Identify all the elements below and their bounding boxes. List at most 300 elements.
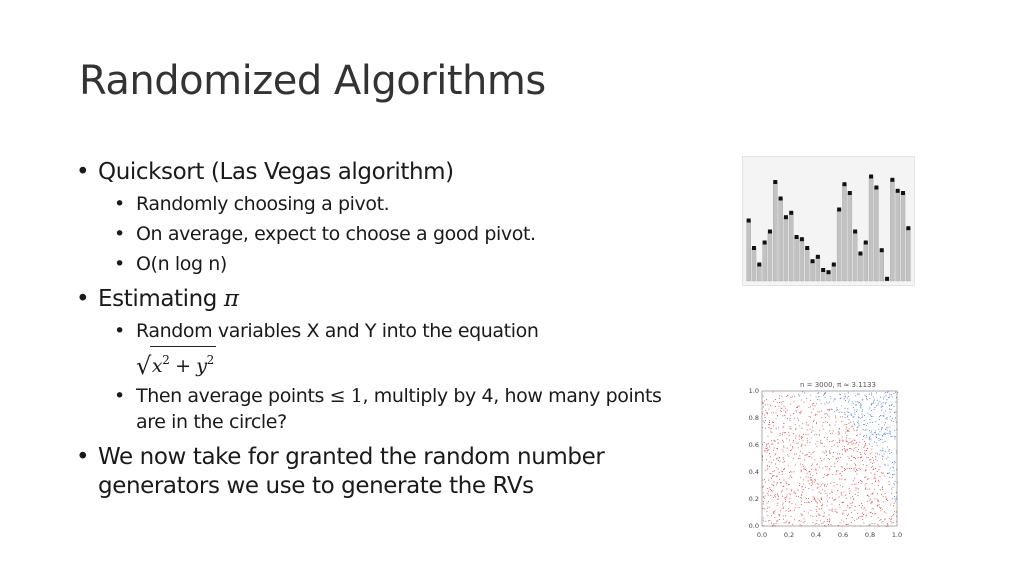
- scatter-point: [783, 519, 784, 520]
- scatter-point: [799, 485, 800, 486]
- scatter-point: [825, 392, 826, 393]
- scatter-point: [860, 457, 861, 458]
- scatter-point: [786, 510, 787, 511]
- scatter-point: [820, 502, 821, 503]
- scatter-point: [812, 481, 813, 482]
- scatter-point: [842, 440, 843, 441]
- scatter-point: [890, 521, 891, 522]
- scatter-point: [813, 452, 814, 453]
- scatter-point: [771, 462, 772, 463]
- scatter-point: [875, 498, 876, 499]
- scatter-point: [766, 445, 767, 446]
- scatter-point: [829, 497, 830, 498]
- scatter-point: [799, 406, 800, 407]
- scatter-point: [848, 393, 849, 394]
- scatter-point: [773, 523, 774, 524]
- scatter-point: [830, 398, 831, 399]
- y-tick-label: 1.0: [748, 387, 759, 395]
- scatter-point: [770, 495, 771, 496]
- scatter-point: [886, 402, 887, 403]
- scatter-point: [862, 400, 863, 401]
- scatter-point: [810, 479, 811, 480]
- scatter-point: [881, 428, 882, 429]
- scatter-point: [784, 447, 785, 448]
- scatter-point: [864, 477, 865, 478]
- scatter-point: [856, 519, 857, 520]
- scatter-point: [802, 444, 803, 445]
- scatter-point: [874, 477, 875, 478]
- scatter-point: [783, 459, 784, 460]
- scatter-point: [821, 508, 822, 509]
- scatter-point: [860, 418, 861, 419]
- scatter-point: [763, 492, 764, 493]
- scatter-point: [766, 413, 767, 414]
- scatter-point: [832, 433, 833, 434]
- scatter-point: [890, 416, 891, 417]
- scatter-point: [839, 442, 840, 443]
- bar: [832, 265, 836, 282]
- scatter-point: [882, 406, 883, 407]
- scatter-point: [892, 467, 893, 468]
- scatter-point: [800, 458, 801, 459]
- scatter-point: [873, 397, 874, 398]
- scatter-point: [841, 421, 842, 422]
- scatter-point: [889, 397, 890, 398]
- scatter-point: [872, 446, 873, 447]
- scatter-point: [869, 500, 870, 501]
- scatter-point: [834, 466, 835, 467]
- scatter-point: [865, 488, 866, 489]
- scatter-point: [818, 514, 819, 515]
- scatter-point: [859, 394, 860, 395]
- scatter-point: [884, 424, 885, 425]
- scatter-point: [853, 428, 854, 429]
- scatter-point: [894, 393, 895, 394]
- scatter-point: [864, 420, 865, 421]
- scatter-point: [811, 465, 812, 466]
- scatter-point: [783, 486, 784, 487]
- scatter-point: [853, 450, 854, 451]
- scatter-point: [811, 432, 812, 433]
- x-tick-label: 0.4: [810, 531, 822, 539]
- scatter-point: [845, 417, 846, 418]
- scatter-point: [780, 433, 781, 434]
- scatter-point: [782, 434, 783, 435]
- scatter-point: [769, 424, 770, 425]
- scatter-point: [762, 460, 763, 461]
- scatter-point: [850, 490, 851, 491]
- bar: [842, 184, 846, 281]
- scatter-point: [804, 460, 805, 461]
- scatter-point: [845, 408, 846, 409]
- scatter-point: [791, 449, 792, 450]
- scatter-point: [874, 489, 875, 490]
- scatter-point: [861, 414, 862, 415]
- scatter-point: [891, 452, 892, 453]
- y-tick-labels: [749, 387, 759, 530]
- scatter-point: [876, 442, 877, 443]
- bar-marker: [768, 230, 772, 234]
- scatter-point: [794, 510, 795, 511]
- scatter-point: [870, 432, 871, 433]
- scatter-point: [807, 454, 808, 455]
- scatter-point: [805, 521, 806, 522]
- scatter-point: [854, 470, 855, 471]
- scatter-point: [776, 467, 777, 468]
- scatter-point: [818, 487, 819, 488]
- scatter-point: [773, 401, 774, 402]
- scatter-point: [888, 473, 889, 474]
- scatter-point: [837, 442, 838, 443]
- scatter-point: [804, 502, 805, 503]
- scatter-point: [812, 483, 813, 484]
- scatter-point: [786, 396, 787, 397]
- scatter-point: [863, 464, 864, 465]
- scatter-point: [890, 468, 891, 469]
- scatter-point: [841, 520, 842, 521]
- scatter-point: [852, 502, 853, 503]
- scatter-point: [790, 404, 791, 405]
- scatter-point: [811, 501, 812, 502]
- scatter-point: [799, 439, 800, 440]
- scatter-point: [892, 477, 893, 478]
- scatter-point: [773, 460, 774, 461]
- scatter-point: [871, 516, 872, 517]
- scatter-point: [861, 508, 862, 509]
- scatter-point: [771, 444, 772, 445]
- scatter-point: [812, 516, 813, 517]
- scatter-point: [878, 434, 879, 435]
- random-variables-text: Random variables X and Y into the equation: [136, 320, 539, 342]
- scatter-point: [889, 484, 890, 485]
- scatter-point: [873, 492, 874, 493]
- scatter-point: [805, 455, 806, 456]
- scatter-point: [829, 409, 830, 410]
- scatter-point: [871, 467, 872, 468]
- scatter-point: [825, 526, 826, 527]
- scatter-point: [889, 405, 890, 406]
- scatter-point: [777, 503, 778, 504]
- scatter-point: [763, 518, 764, 519]
- scatter-point: [792, 446, 793, 447]
- scatter-point: [793, 413, 794, 414]
- scatter-point: [765, 428, 766, 429]
- scatter-point: [847, 431, 848, 432]
- scatter-point: [876, 405, 877, 406]
- scatter-point: [849, 493, 850, 494]
- scatter-point: [886, 395, 887, 396]
- scatter-point: [885, 496, 886, 497]
- scatter-point: [865, 454, 866, 455]
- bar-marker: [848, 191, 852, 195]
- scatter-point: [777, 499, 778, 500]
- scatter-point: [892, 462, 893, 463]
- scatter-point: [880, 508, 881, 509]
- scatter-point: [784, 415, 785, 416]
- scatter-point: [882, 459, 883, 460]
- scatter-point: [817, 463, 818, 464]
- scatter-point: [854, 412, 855, 413]
- scatter-point: [824, 512, 825, 513]
- scatter-point: [835, 509, 836, 510]
- scatter-point: [841, 492, 842, 493]
- scatter-point: [873, 460, 874, 461]
- scatter-point: [845, 396, 846, 397]
- scatter-point: [860, 405, 861, 406]
- scatter-point: [874, 409, 875, 410]
- scatter-point: [888, 397, 889, 398]
- scatter-point: [763, 396, 764, 397]
- x-tick-label: 0.2: [783, 531, 795, 539]
- scatter-point: [843, 521, 844, 522]
- scatter-point: [767, 493, 768, 494]
- scatter-point: [821, 443, 822, 444]
- scatter-point: [778, 469, 779, 470]
- scatter-point: [828, 416, 829, 417]
- scatter-point: [855, 525, 856, 526]
- bullet-good-pivot: • On average, expect to choose a good pivot.: [74, 221, 674, 247]
- scatter-point: [814, 497, 815, 498]
- scatter-point: [791, 397, 792, 398]
- scatter-point: [762, 413, 763, 414]
- scatter-point: [887, 523, 888, 524]
- scatter-point: [763, 508, 764, 509]
- scatter-point: [799, 436, 800, 437]
- scatter-point: [837, 490, 838, 491]
- scatter-point: [776, 458, 777, 459]
- scatter-point: [845, 480, 846, 481]
- scatter-point: [889, 477, 890, 478]
- scatter-point: [765, 404, 766, 405]
- scatter-point: [881, 522, 882, 523]
- scatter-point: [820, 515, 821, 516]
- scatter-point: [835, 425, 836, 426]
- scatter-point: [866, 429, 867, 430]
- scatter-point: [783, 427, 784, 428]
- scatter-point: [762, 487, 763, 488]
- scatter-point: [775, 526, 776, 527]
- scatter-point: [879, 419, 880, 420]
- pi-symbol: π: [223, 286, 239, 312]
- scatter-point: [817, 414, 818, 415]
- scatter-point: [789, 440, 790, 441]
- scatter-point: [839, 394, 840, 395]
- scatter-point: [775, 463, 776, 464]
- scatter-point: [808, 498, 809, 499]
- scatter-point: [833, 456, 834, 457]
- scatter-point: [811, 510, 812, 511]
- scatter-point: [879, 526, 880, 527]
- scatter-point: [782, 449, 783, 450]
- bar: [816, 257, 820, 281]
- scatter-point: [772, 422, 773, 423]
- scatter-point: [809, 471, 810, 472]
- scatter-point: [791, 490, 792, 491]
- scatter-point: [858, 402, 859, 403]
- scatter-point: [853, 480, 854, 481]
- scatter-point: [782, 496, 783, 497]
- scatter-point: [798, 447, 799, 448]
- scatter-point: [810, 429, 811, 430]
- x-tick-label: 0.0: [756, 531, 768, 539]
- scatter-point: [777, 458, 778, 459]
- estimating-label: Estimating: [98, 286, 224, 312]
- scatter-point: [798, 496, 799, 497]
- scatter-point: [794, 519, 795, 520]
- scatter-point: [785, 498, 786, 499]
- scatter-point: [799, 507, 800, 508]
- scatter-point: [810, 407, 811, 408]
- scatter-point: [801, 445, 802, 446]
- scatter-point: [805, 469, 806, 470]
- scatter-point: [845, 452, 846, 453]
- scatter-point: [873, 401, 874, 402]
- scatter-point: [847, 505, 848, 506]
- scatter-point: [820, 520, 821, 521]
- radicand: $x^2 + y^2$: [150, 346, 216, 379]
- scatter-point: [872, 494, 873, 495]
- y-tick-label: 0.6: [748, 441, 759, 449]
- scatter-point: [765, 482, 766, 483]
- scatter-point: [762, 402, 763, 403]
- scatter-point: [842, 471, 843, 472]
- bar-marker: [842, 182, 846, 186]
- scatter-point: [844, 393, 845, 394]
- scatter-point: [791, 477, 792, 478]
- scatter-point: [884, 453, 885, 454]
- scatter-point: [773, 425, 774, 426]
- bar: [757, 265, 761, 282]
- scatter-point: [767, 450, 768, 451]
- scatter-point: [799, 520, 800, 521]
- scatter-point: [832, 504, 833, 505]
- scatter-point: [893, 522, 894, 523]
- scatter-point: [794, 471, 795, 472]
- average-text-b: , multiply by 4, how many points are in the circle?: [136, 385, 662, 433]
- scatter-point: [801, 501, 802, 502]
- scatter-point: [891, 436, 892, 437]
- scatter-point: [829, 401, 830, 402]
- scatter-point: [865, 485, 866, 486]
- scatter-point: [767, 488, 768, 489]
- radical-sign: √: [136, 352, 151, 380]
- scatter-point: [832, 498, 833, 499]
- scatter-point: [835, 399, 836, 400]
- scatter-point: [893, 505, 894, 506]
- scatter-point: [869, 525, 870, 526]
- scatter-point: [858, 420, 859, 421]
- scatter-point: [856, 442, 857, 443]
- scatter-point: [785, 497, 786, 498]
- scatter-point: [800, 477, 801, 478]
- scatter-point: [784, 468, 785, 469]
- scatter-point: [785, 412, 786, 413]
- scatter-point: [773, 412, 774, 413]
- scatter-point: [883, 521, 884, 522]
- scatter-point: [841, 398, 842, 399]
- scatter-point: [879, 469, 880, 470]
- scatter-point: [834, 485, 835, 486]
- scatter-point: [773, 513, 774, 514]
- scatter-point: [887, 473, 888, 474]
- scatter-point: [789, 478, 790, 479]
- scatter-point: [886, 499, 887, 500]
- scatter-point: [880, 397, 881, 398]
- scatter-point: [812, 464, 813, 465]
- scatter-point: [855, 490, 856, 491]
- scatter-point: [890, 434, 891, 435]
- scatter-point: [866, 483, 867, 484]
- scatter-point: [772, 392, 773, 393]
- scatter-frame: [762, 391, 897, 526]
- scatter-point: [814, 459, 815, 460]
- scatter-point: [858, 449, 859, 450]
- scatter-point: [769, 453, 770, 454]
- scatter-point: [883, 402, 884, 403]
- scatter-point: [861, 503, 862, 504]
- bar-marker: [757, 263, 761, 267]
- scatter-point: [889, 453, 890, 454]
- scatter-point: [881, 507, 882, 508]
- scatter-point: [849, 488, 850, 489]
- scatter-point: [896, 521, 897, 522]
- scatter-point: [867, 448, 868, 449]
- scatter-point: [884, 433, 885, 434]
- scatter-point: [836, 474, 837, 475]
- scatter-point: [815, 500, 816, 501]
- scatter-point: [766, 503, 767, 504]
- scatter-point: [802, 437, 803, 438]
- scatter-point: [770, 489, 771, 490]
- bar-marker: [858, 252, 862, 256]
- scatter-point: [764, 442, 765, 443]
- scatter-point: [849, 400, 850, 401]
- scatter-point: [848, 442, 849, 443]
- scatter-point: [858, 423, 859, 424]
- scatter-point: [807, 438, 808, 439]
- scatter-point: [874, 442, 875, 443]
- scatter-point: [854, 448, 855, 449]
- scatter-point: [824, 516, 825, 517]
- scatter-point: [891, 405, 892, 406]
- scatter-point: [777, 482, 778, 483]
- scatter-point: [896, 492, 897, 493]
- scatter-point: [896, 512, 897, 513]
- scatter-point: [769, 462, 770, 463]
- scatter-point: [782, 490, 783, 491]
- scatter-point: [896, 429, 897, 430]
- scatter-point: [851, 449, 852, 450]
- scatter-point: [763, 525, 764, 526]
- scatter-point: [857, 434, 858, 435]
- scatter-point: [871, 410, 872, 411]
- scatter-point: [809, 483, 810, 484]
- scatter-point: [830, 453, 831, 454]
- scatter-point: [877, 500, 878, 501]
- scatter-point: [806, 502, 807, 503]
- scatter-point: [844, 398, 845, 399]
- scatter-point: [790, 415, 791, 416]
- scatter-point: [773, 450, 774, 451]
- scatter-point: [879, 434, 880, 435]
- scatter-point: [797, 407, 798, 408]
- scatter-point: [895, 436, 896, 437]
- scatter-point: [872, 508, 873, 509]
- scatter-point: [808, 502, 809, 503]
- scatter-point: [878, 517, 879, 518]
- scatter-point: [789, 522, 790, 523]
- scatter-point: [810, 515, 811, 516]
